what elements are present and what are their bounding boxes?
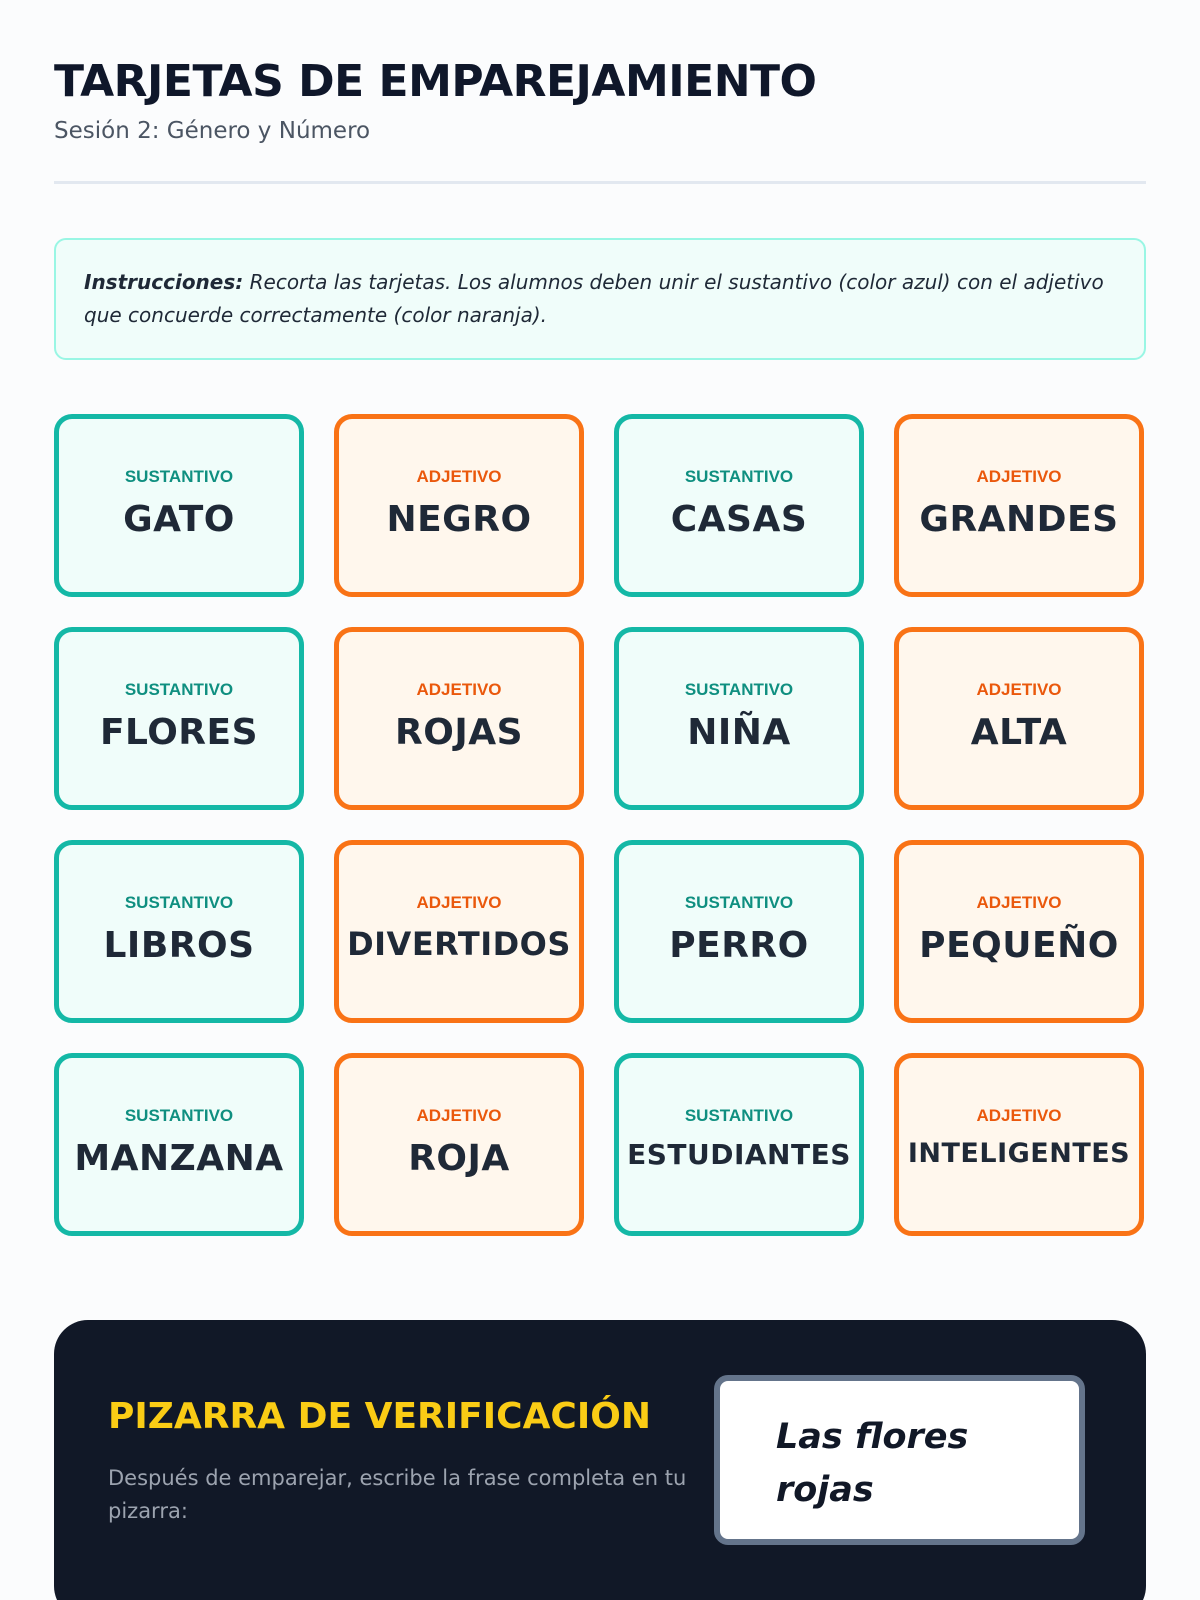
header-divider: [54, 181, 1146, 184]
word-card[interactable]: [894, 627, 1144, 810]
card-word: ROJAS: [394, 712, 524, 753]
card-kind-label: ADJETIVO: [976, 893, 1062, 912]
word-card[interactable]: [894, 1053, 1144, 1236]
card-kind-label: SUSTANTIVO: [124, 893, 234, 912]
card-word: NEGRO: [386, 499, 532, 540]
page-subtitle: Sesión 2: Género y Número: [54, 118, 371, 144]
card-kind-label: SUSTANTIVO: [684, 1106, 794, 1125]
card-word: LIBROS: [103, 925, 255, 966]
board-title: PIZARRA DE VERIFICACIÓN: [108, 1396, 651, 1437]
card-kind-label: ADJETIVO: [416, 1106, 502, 1125]
card-kind-label: ADJETIVO: [976, 680, 1062, 699]
card-word: ROJA: [408, 1138, 510, 1179]
card-word: ESTUDIANTES: [627, 1138, 851, 1171]
card-kind-label: SUSTANTIVO: [124, 680, 234, 699]
instructions-text: Recorta las tarjetas. Los alumnos deben unir el sustantivo (color azul) con el adjetivo que concuerde correctamente (color naranja).: [84, 270, 1104, 327]
card-kind-label: SUSTANTIVO: [124, 467, 234, 486]
card-word: PEQUEÑO: [919, 925, 1119, 966]
card-word: FLORES: [99, 712, 259, 753]
instructions-box: [54, 238, 1146, 360]
card-word: ALTA: [970, 712, 1068, 753]
card-kind-label: SUSTANTIVO: [124, 1106, 234, 1125]
card-kind-label: ADJETIVO: [416, 680, 502, 699]
card-word: GRANDES: [919, 499, 1119, 540]
card-kind-label: ADJETIVO: [416, 467, 502, 486]
word-card[interactable]: [334, 1053, 584, 1236]
verification-board: [54, 1320, 1146, 1600]
word-card[interactable]: [614, 1053, 864, 1236]
word-card[interactable]: [54, 840, 304, 1023]
card-word: GATO: [123, 499, 235, 540]
card-kind-label: ADJETIVO: [976, 1106, 1062, 1125]
word-card[interactable]: [614, 414, 864, 597]
word-card[interactable]: [334, 840, 584, 1023]
page-title: TARJETAS DE EMPAREJAMIENTO: [54, 56, 817, 107]
word-card[interactable]: [334, 414, 584, 597]
card-kind-label: SUSTANTIVO: [684, 680, 794, 699]
word-card[interactable]: [614, 627, 864, 810]
word-card[interactable]: [54, 414, 304, 597]
card-kind-label: ADJETIVO: [416, 893, 502, 912]
card-word: INTELIGENTES: [907, 1138, 1131, 1169]
card-word: PERRO: [669, 925, 809, 966]
word-card[interactable]: [894, 840, 1144, 1023]
card-word: DIVERTIDOS: [347, 925, 571, 963]
word-card[interactable]: [334, 627, 584, 810]
card-grid: [54, 414, 1146, 1236]
card-kind-label: ADJETIVO: [976, 467, 1062, 486]
word-card[interactable]: [614, 840, 864, 1023]
card-word: CASAS: [670, 499, 808, 540]
example-slate: Las flores rojas: [714, 1375, 1085, 1545]
card-word: NIÑA: [687, 712, 791, 753]
word-card[interactable]: [54, 1053, 304, 1236]
instructions-label: Instrucciones:: [84, 270, 244, 294]
word-card[interactable]: [54, 627, 304, 810]
board-description: Después de emparejar, escribe la frase completa en tu pizarra:: [108, 1466, 687, 1523]
card-kind-label: SUSTANTIVO: [684, 893, 794, 912]
word-card[interactable]: [894, 414, 1144, 597]
card-word: MANZANA: [74, 1138, 284, 1179]
card-kind-label: SUSTANTIVO: [684, 467, 794, 486]
